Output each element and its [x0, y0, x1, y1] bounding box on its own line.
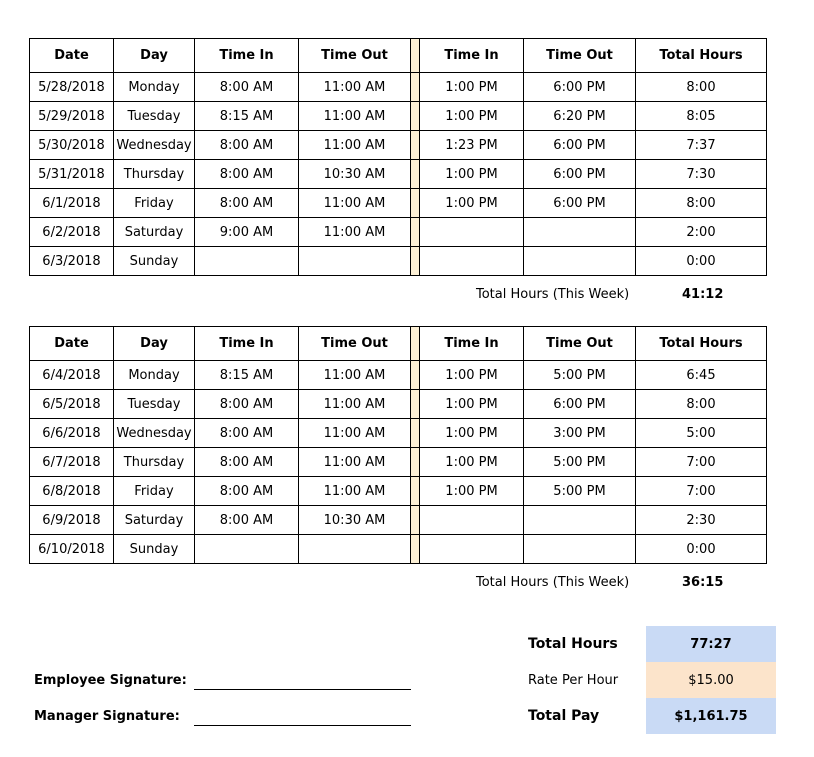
time-in-pm-cell[interactable]: 1:00 PM	[420, 477, 524, 506]
day-cell: Monday	[114, 361, 195, 390]
time-in-pm-cell[interactable]	[420, 506, 524, 535]
time-in-am-cell[interactable]	[195, 247, 299, 276]
separator	[411, 39, 420, 73]
col-time-out-am: Time Out	[299, 327, 411, 361]
time-out-pm-cell[interactable]: 5:00 PM	[524, 448, 636, 477]
day-cell: Wednesday	[114, 419, 195, 448]
week1-table	[29, 38, 767, 276]
time-out-pm-cell[interactable]	[524, 506, 636, 535]
day-cell: Saturday	[114, 218, 195, 247]
day-cell: Thursday	[114, 160, 195, 189]
date-cell[interactable]: 5/31/2018	[30, 160, 114, 189]
table-row	[30, 160, 767, 189]
total-hours-cell: 7:00	[636, 477, 767, 506]
total-pay-label: Total Pay	[528, 708, 600, 724]
separator	[411, 131, 420, 160]
day-cell: Tuesday	[114, 102, 195, 131]
time-in-am-cell[interactable]: 9:00 AM	[195, 218, 299, 247]
time-out-pm-cell[interactable]: 6:00 PM	[524, 390, 636, 419]
rate-label: Rate Per Hour	[528, 672, 619, 688]
date-cell[interactable]: 6/5/2018	[30, 390, 114, 419]
col-total-hours: Total Hours	[636, 327, 767, 361]
time-out-pm-cell[interactable]: 5:00 PM	[524, 477, 636, 506]
table-row	[30, 419, 767, 448]
time-in-pm-cell[interactable]	[420, 535, 524, 564]
time-out-am-cell[interactable]: 11:00 AM	[299, 448, 411, 477]
time-in-am-cell[interactable]: 8:00 AM	[195, 131, 299, 160]
col-total-hours: Total Hours	[636, 39, 767, 73]
day-cell: Friday	[114, 477, 195, 506]
day-cell: Wednesday	[114, 131, 195, 160]
week2-total-value: 36:15	[682, 575, 724, 590]
time-out-pm-cell[interactable]: 6:00 PM	[524, 73, 636, 102]
col-date: Date	[30, 327, 114, 361]
total-hours-cell: 0:00	[636, 535, 767, 564]
table-row	[30, 390, 767, 419]
total-hours-cell: 7:00	[636, 448, 767, 477]
pay-summary	[520, 626, 776, 734]
total-hours-cell: 2:30	[636, 506, 767, 535]
time-out-pm-cell[interactable]: 6:20 PM	[524, 102, 636, 131]
time-in-am-cell[interactable]	[195, 535, 299, 564]
col-day: Day	[114, 39, 195, 73]
time-in-pm-cell[interactable]: 1:00 PM	[420, 361, 524, 390]
col-time-in-am: Time In	[195, 39, 299, 73]
rate-value[interactable]: $15.00	[646, 662, 776, 698]
summary-rate	[520, 662, 776, 698]
summary-total-hours	[520, 626, 776, 662]
total-hours-value: 77:27	[646, 626, 776, 662]
time-out-am-cell[interactable]: 10:30 AM	[299, 506, 411, 535]
time-in-pm-cell[interactable]: 1:00 PM	[420, 189, 524, 218]
time-in-pm-cell[interactable]: 1:00 PM	[420, 160, 524, 189]
time-in-am-cell[interactable]: 8:00 AM	[195, 73, 299, 102]
table-row	[30, 535, 767, 564]
week2-total-label: Total Hours (This Week)	[476, 575, 630, 590]
time-out-am-cell[interactable]: 11:00 AM	[299, 102, 411, 131]
time-out-am-cell[interactable]: 11:00 AM	[299, 218, 411, 247]
col-time-out-pm: Time Out	[524, 39, 636, 73]
time-out-pm-cell[interactable]: 6:00 PM	[524, 189, 636, 218]
date-cell[interactable]: 5/29/2018	[30, 102, 114, 131]
table-row	[30, 189, 767, 218]
day-cell: Sunday	[114, 535, 195, 564]
time-in-am-cell[interactable]: 8:00 AM	[195, 419, 299, 448]
date-cell[interactable]: 5/30/2018	[30, 131, 114, 160]
col-time-in-pm: Time In	[420, 327, 524, 361]
time-out-pm-cell[interactable]	[524, 218, 636, 247]
total-hours-cell: 2:00	[636, 218, 767, 247]
date-cell[interactable]: 6/10/2018	[30, 535, 114, 564]
time-in-am-cell[interactable]: 8:00 AM	[195, 189, 299, 218]
separator	[411, 448, 420, 477]
time-out-am-cell[interactable]: 11:00 AM	[299, 361, 411, 390]
total-pay-value: $1,161.75	[646, 698, 776, 734]
table-row	[30, 361, 767, 390]
separator	[411, 160, 420, 189]
separator	[411, 535, 420, 564]
total-hours-cell: 7:37	[636, 131, 767, 160]
week1-total-label: Total Hours (This Week)	[476, 287, 630, 302]
col-date: Date	[30, 39, 114, 73]
date-cell[interactable]: 6/8/2018	[30, 477, 114, 506]
day-cell: Sunday	[114, 247, 195, 276]
date-cell[interactable]: 5/28/2018	[30, 73, 114, 102]
col-time-out-am: Time Out	[299, 39, 411, 73]
manager-signature-line[interactable]	[194, 710, 411, 726]
total-hours-cell: 8:00	[636, 73, 767, 102]
employee-signature-line[interactable]	[194, 674, 411, 690]
time-out-am-cell[interactable]	[299, 535, 411, 564]
time-out-am-cell[interactable]	[299, 247, 411, 276]
separator	[411, 73, 420, 102]
week1-total-value: 41:12	[682, 287, 724, 302]
day-cell: Monday	[114, 73, 195, 102]
table-row	[30, 218, 767, 247]
time-out-pm-cell[interactable]: 6:00 PM	[524, 131, 636, 160]
separator	[411, 361, 420, 390]
date-cell[interactable]: 6/6/2018	[30, 419, 114, 448]
time-out-am-cell[interactable]: 11:00 AM	[299, 390, 411, 419]
separator	[411, 189, 420, 218]
col-time-out-pm: Time Out	[524, 327, 636, 361]
table-row	[30, 477, 767, 506]
header-row	[30, 327, 767, 361]
table-row	[30, 247, 767, 276]
header-row	[30, 39, 767, 73]
time-out-am-cell[interactable]: 10:30 AM	[299, 160, 411, 189]
time-in-am-cell[interactable]: 8:00 AM	[195, 448, 299, 477]
col-day: Day	[114, 327, 195, 361]
separator	[411, 327, 420, 361]
time-out-am-cell[interactable]: 11:00 AM	[299, 189, 411, 218]
time-in-am-cell[interactable]: 8:00 AM	[195, 160, 299, 189]
time-out-pm-cell[interactable]: 3:00 PM	[524, 419, 636, 448]
day-cell: Friday	[114, 189, 195, 218]
separator	[411, 390, 420, 419]
employee-signature-label: Employee Signature:	[34, 673, 187, 688]
summary-total-pay	[520, 698, 776, 734]
time-in-am-cell[interactable]: 8:00 AM	[195, 506, 299, 535]
date-cell[interactable]: 6/2/2018	[30, 218, 114, 247]
time-in-pm-cell[interactable]: 1:00 PM	[420, 390, 524, 419]
time-in-pm-cell[interactable]: 1:00 PM	[420, 448, 524, 477]
time-in-am-cell[interactable]: 8:00 AM	[195, 477, 299, 506]
date-cell[interactable]: 6/9/2018	[30, 506, 114, 535]
col-time-in-pm: Time In	[420, 39, 524, 73]
week2-table	[29, 326, 767, 564]
time-in-am-cell[interactable]: 8:15 AM	[195, 102, 299, 131]
day-cell: Tuesday	[114, 390, 195, 419]
table-row	[30, 102, 767, 131]
date-cell[interactable]: 6/3/2018	[30, 247, 114, 276]
time-in-pm-cell[interactable]: 1:00 PM	[420, 102, 524, 131]
table-row	[30, 448, 767, 477]
total-hours-cell: 5:00	[636, 419, 767, 448]
day-cell: Thursday	[114, 448, 195, 477]
time-out-pm-cell[interactable]	[524, 247, 636, 276]
time-in-am-cell[interactable]: 8:00 AM	[195, 390, 299, 419]
separator	[411, 477, 420, 506]
day-cell: Saturday	[114, 506, 195, 535]
date-cell[interactable]: 6/7/2018	[30, 448, 114, 477]
total-hours-label: Total Hours	[528, 636, 618, 652]
time-in-pm-cell[interactable]	[420, 247, 524, 276]
separator	[411, 419, 420, 448]
separator	[411, 247, 420, 276]
total-hours-cell: 0:00	[636, 247, 767, 276]
separator	[411, 102, 420, 131]
time-in-am-cell[interactable]: 8:15 AM	[195, 361, 299, 390]
time-in-pm-cell[interactable]: 1:00 PM	[420, 419, 524, 448]
table-row	[30, 131, 767, 160]
table-row	[30, 73, 767, 102]
time-out-am-cell[interactable]: 11:00 AM	[299, 131, 411, 160]
separator	[411, 218, 420, 247]
table-row	[30, 506, 767, 535]
time-in-pm-cell[interactable]: 1:23 PM	[420, 131, 524, 160]
time-in-pm-cell[interactable]	[420, 218, 524, 247]
manager-signature-label: Manager Signature:	[34, 709, 180, 724]
total-hours-cell: 8:00	[636, 189, 767, 218]
time-out-pm-cell[interactable]	[524, 535, 636, 564]
total-hours-cell: 8:00	[636, 390, 767, 419]
time-out-pm-cell[interactable]: 5:00 PM	[524, 361, 636, 390]
time-out-pm-cell[interactable]: 6:00 PM	[524, 160, 636, 189]
total-hours-cell: 8:05	[636, 102, 767, 131]
time-in-pm-cell[interactable]: 1:00 PM	[420, 73, 524, 102]
col-time-in-am: Time In	[195, 327, 299, 361]
date-cell[interactable]: 6/1/2018	[30, 189, 114, 218]
total-hours-cell: 6:45	[636, 361, 767, 390]
time-out-am-cell[interactable]: 11:00 AM	[299, 419, 411, 448]
time-out-am-cell[interactable]: 11:00 AM	[299, 73, 411, 102]
total-hours-cell: 7:30	[636, 160, 767, 189]
time-out-am-cell[interactable]: 11:00 AM	[299, 477, 411, 506]
date-cell[interactable]: 6/4/2018	[30, 361, 114, 390]
separator	[411, 506, 420, 535]
